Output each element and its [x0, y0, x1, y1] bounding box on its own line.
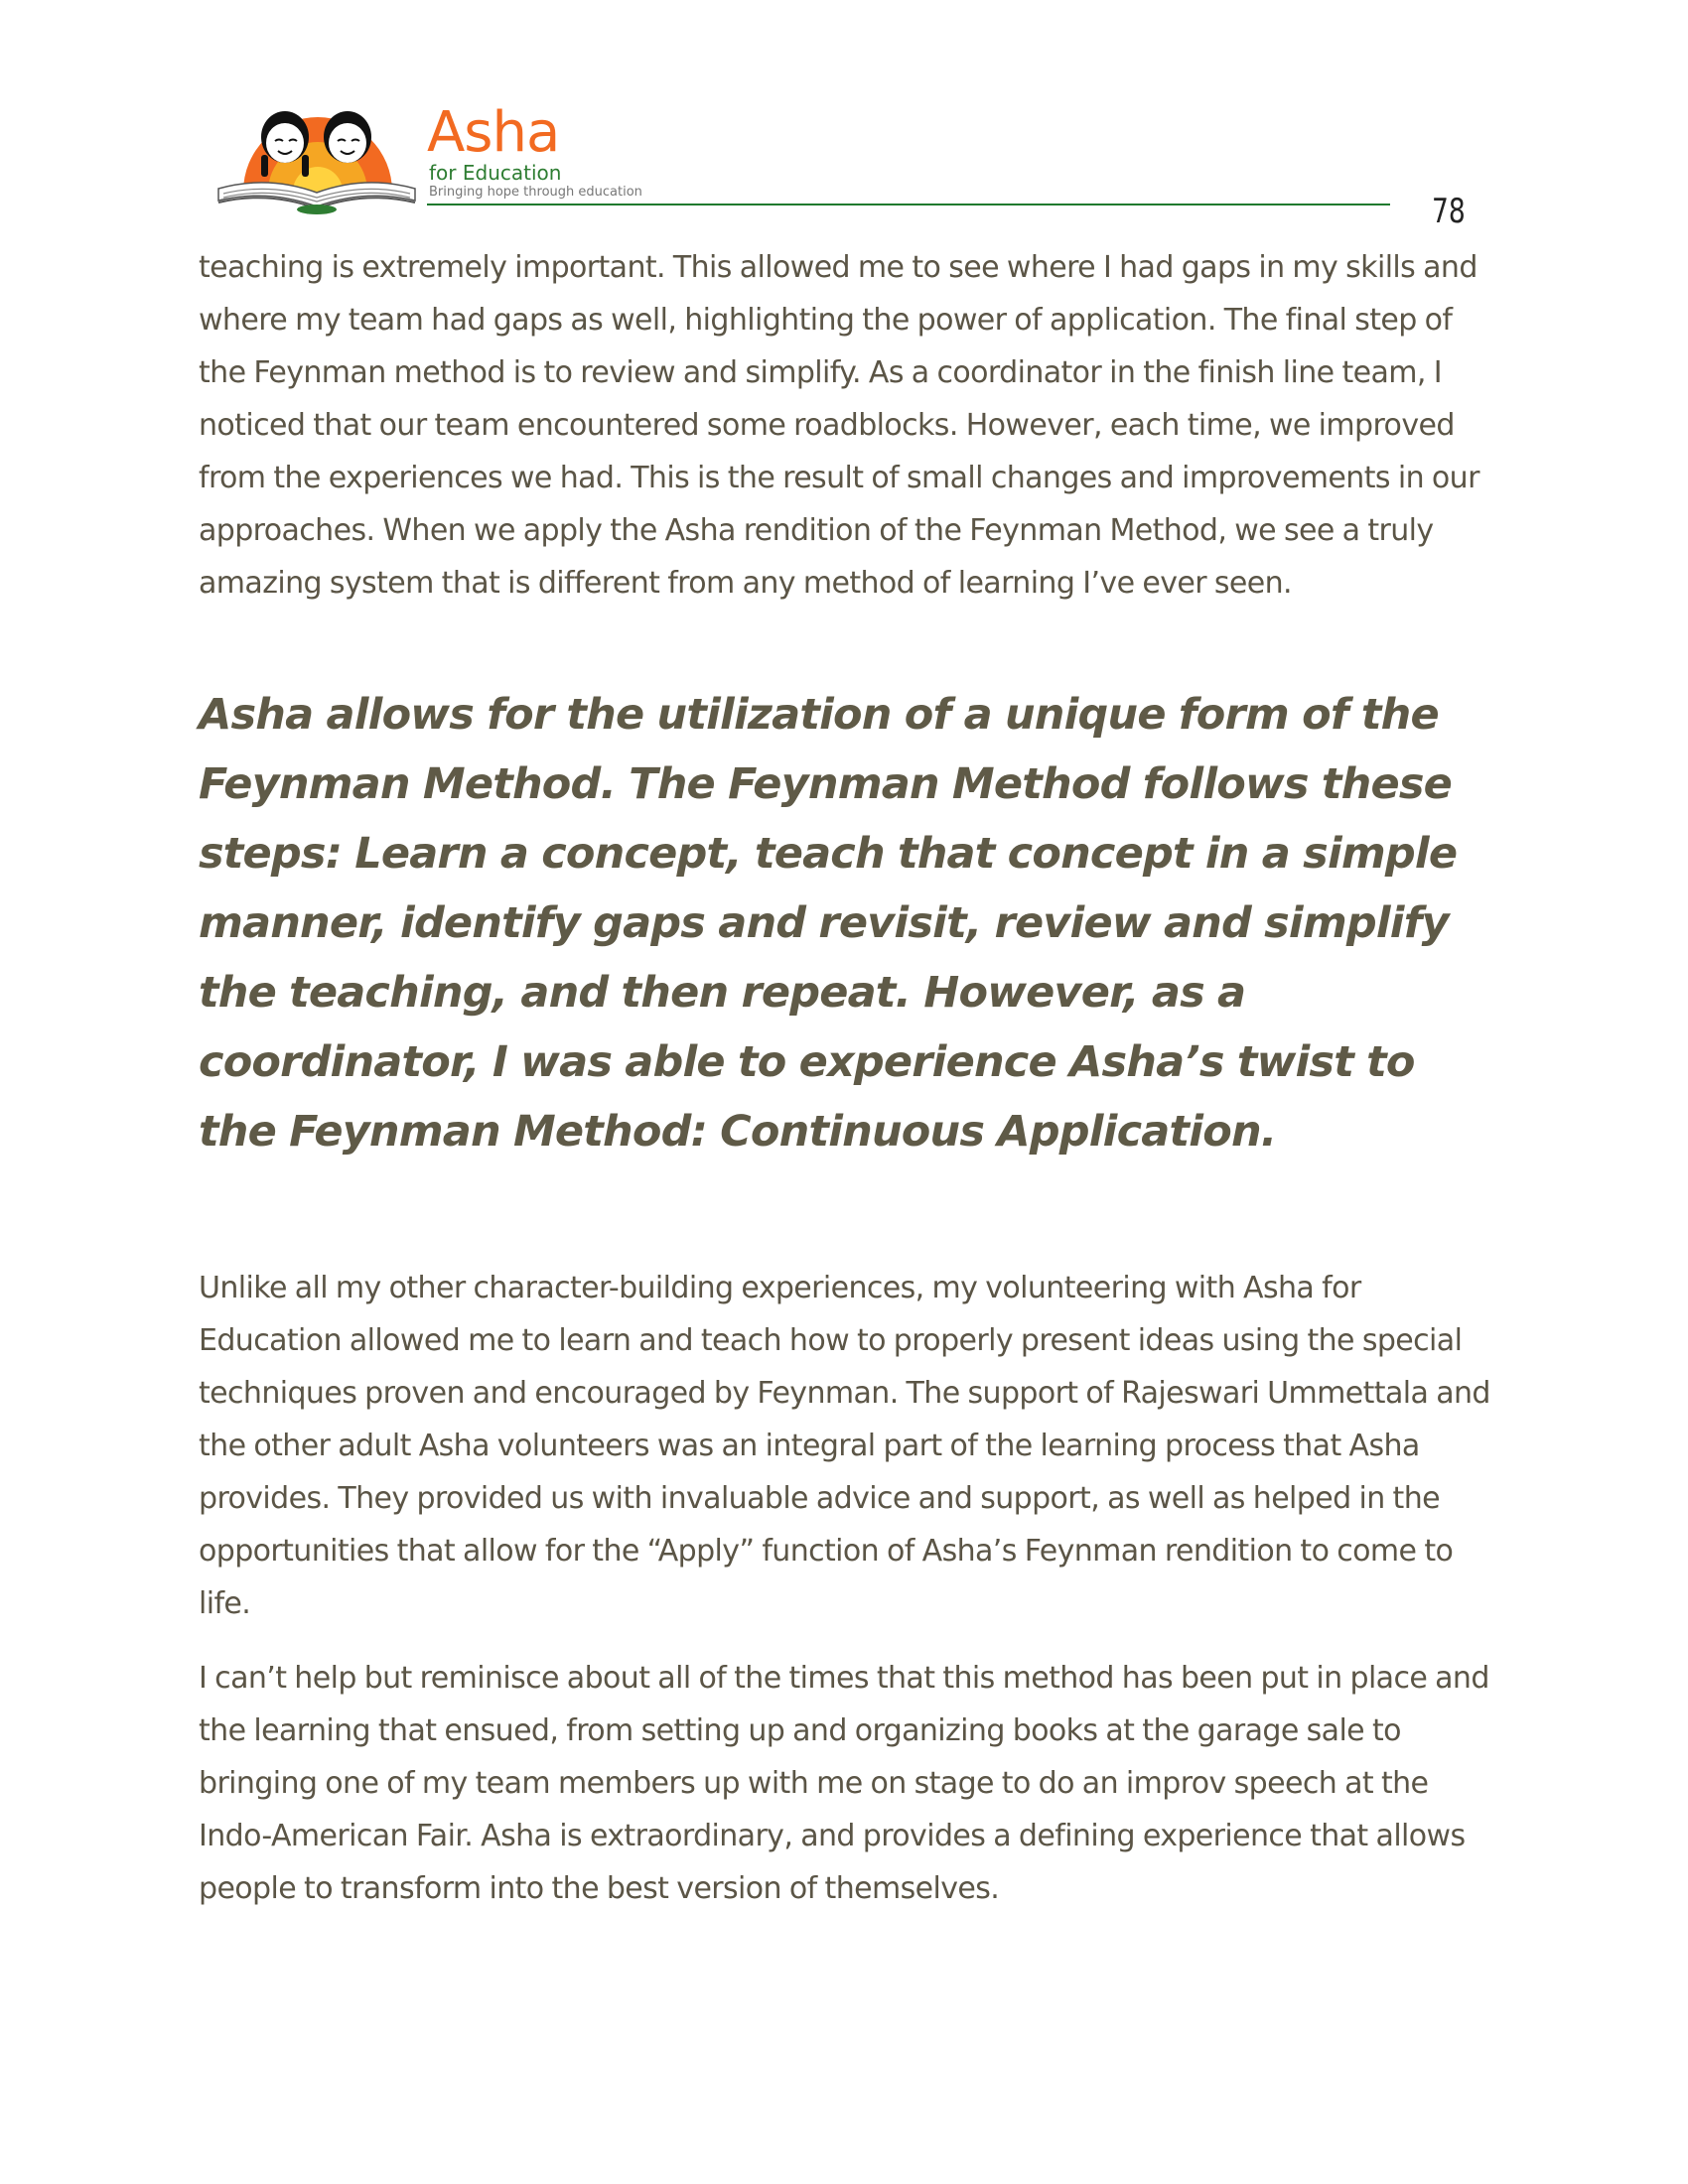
brand-name: Asha	[427, 100, 560, 165]
body-paragraph-1: teaching is extremely important. This allowed me to see where I had gaps in my skills and where my team had gaps as well, highlighting the power of application. The final step of the Feynman method is to review and simplify. As a coordinator in the finish line team, I noticed that our team encountered some roadblocks. However, each time, we improved from the experiences we had. This is the result of small changes and improvements in our approaches. When we apply the Asha rendition of the Feynman Method, we see a truly amazing system that is different from any method of learning I’ve ever seen.	[199, 250, 1479, 601]
asha-logo-icon	[213, 97, 422, 216]
header-divider	[427, 204, 1390, 205]
body-paragraph-3: I can’t help but reminisce about all of the times that this method has been put in place and the learning that ensued, from setting up and organizing books at the garage sale to bringing one of my team members up with me on stage to do an improv speech at the Indo-American Fair. Asha is extraordinary, and provides a defining experience that allows people to transform into the best version of themselves.	[199, 1661, 1489, 1906]
brand-subtitle: for Education	[429, 161, 562, 185]
page-header	[213, 97, 1405, 226]
pull-quote: Asha allows for the utilization of a unique form of the Feynman Method. The Feynman Method follows these steps: Learn a concept, teach that concept in a simple manner, identify gaps and revisit, review and simplify the teaching, and then repeat. However, as a coordinator, I was able to experience Asha’s twist to the Feynman Method: Continuous Application.	[199, 690, 1458, 1157]
brand-tagline: Bringing hope through education	[429, 185, 642, 200]
body-paragraph-2: Unlike all my other character-building experiences, my volunteering with Asha for Education allowed me to learn and teach how to properly present ideas using the special techniques proven and encouraged by Feynman. The support of Rajeswari Ummettala and the other adult Asha volunteers was an integral part of the learning process that Asha provides. They provided us with invaluable advice and support, as well as helped in the opportunities that allow for the “Apply” function of Asha’s Feynman rendition to come to life.	[199, 1271, 1490, 1621]
page-content	[199, 241, 1499, 1915]
page-number: 78	[1432, 192, 1466, 231]
